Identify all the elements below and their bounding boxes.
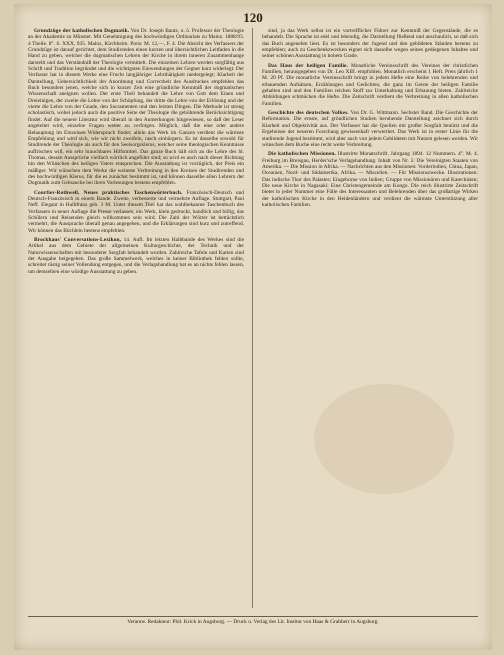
article-heading: Brockhaus' Conversations-Lexikon, xyxy=(34,237,122,243)
column-divider xyxy=(252,28,253,608)
article-body: sind, ja das Werk selbst ist ein vortrefflicher Führer zur Kenntniß der Gegenstände, die es behandelt. Die Sprache ist edel und lebendig, die Darstellung fließend und anschaulich, so daß sich das Buch angenehm liest. Es ist besonders der Jugend und den gebildeten Ständen bestens zu empfehlen; auch zu Geschenkzwecken eignet sich dasselbe wegen seines gediegenen Inhaltes und seiner schönen Ausstattung in hohem Grade. xyxy=(262,28,478,60)
article-body: Von Dr. G. Wittmann. Sechster Band. Die Geschichte der Reformation. Die ernste, auf gründlichen Studien beruhende Darstellung zeichnet sich durch Klarheit und Objektivität aus. Der Verfasser hat die Quellen mit großer Sorgfalt benützt und die Ergebnisse der neueren Forschung gewissenhaft verwerthet. Das Werk ist in erster Linie für die studirende Jugend bestimmt, wird aber auch von jedem Gebildeten mit Nutzen gelesen werden. Wir wünschen dem Buche eine recht weite Verbreitung. xyxy=(262,110,478,148)
newspaper-page xyxy=(14,4,492,650)
article-body: Monatliche Vereinsschrift des Vereines der christlichen Familien, herausgegeben von Dr. Leo XIII. empfohlen. Monatlich erscheint 1 Heft. Preis jährlich 1 M. 20 Pf. Die monatliche Vereinsschrift bringt in jedem Hefte eine Reihe von belehrenden und erbauenden Aufsätzen, Erzählungen und Gedichten, die ganz im Geiste der heiligen Familie gehalten sind und den Familien reichen Stoff zur Unterhaltung und Erbauung bieten. Zahlreiche Abbildungen schmücken die Hefte. Die Zeitschrift verdient die Verbreitung in allen katholischen Familien. xyxy=(262,62,478,107)
article-heading: Grundzüge der katholischen Dogmatik. xyxy=(34,28,130,34)
left-column xyxy=(28,28,244,606)
page-number: 120 xyxy=(243,10,263,25)
article-entry xyxy=(262,28,478,60)
article-body: 14. Aufl. Im letzten Halbbande des Werkes sind die Artikel aus dem Gebiete der allgemeinen Kulturgeschichte, der Technik und der Naturwissenschaften mit besonderer Sorgfalt behandelt worden. Zahlreiche Tafeln und Karten sind der Ausgabe beigegeben. Das große Sammelwerk, welches in keiner Bibliothek fehlen sollte, schreitet rüstig seiner Vollendung entgegen, und die Verlagshandlung hat es an nichts fehlen lassen, um demselben eine würdige Ausstattung zu geben. xyxy=(28,237,244,275)
article-body: Illustrirte Monatschrift. Jahrgang 1894. 12 Nummern. 4°. M. 4. Freiburg im Breisgau, Herder'sche Verlagshandlung. Inhalt von Nr. 5: Die Vereinigten Staaten von Amerika. — Die Mission in Afrika. — Nachrichten aus den Missionen: Vorderindien, China, Japan, Oceanien, Nord- und Südamerika, Afrika. — Miscellen. — Für Missionszwecke. Illustrationen: Das indische Thor des Palastes; Eingeborne von Indien; Gruppe von Missionären und Katechisten; Die neue Kirche in Nagasaki; Eine Christengemeinde am Kongo. Die reich illustrirte Zeitschrift bietet in jeder Nummer eine Fülle des Interessanten und Belehrenden über das großartige Wirken der katholischen Kirche in den Heidenländern und verdient die wärmste Unterstützung aller katholischen Familien. xyxy=(262,151,478,208)
article-heading: Das Haus der heiligen Familie. xyxy=(268,62,348,69)
article-entry xyxy=(28,28,244,187)
article-body: Französisch-Deutsch und Deutsch-Französisch in einem Bande. Zweite, verbesserte und vermehrte Auflage. Stuttgart, Paul Neff. Elegant in Halbfranz geb. 3 M. Unter diesem Titel hat das wohlbekannte Taschenbuch des Verfassers in neuer Auflage die Presse verlassen, ein Werk, klein gedruckt, handlich und billig, das Schülern und Reisenden gleich willkommen sein wird. Die Zahl der Wörter ist beträchtlich vermehrt, die Aussprache überall genau angegeben, und die Erklärungen sind kurz und zutreffend. Wir können das Büchlein bestens empfehlen. xyxy=(28,189,244,234)
article-entry xyxy=(28,237,244,275)
article-entry xyxy=(262,63,478,107)
right-column xyxy=(262,28,478,606)
article-heading: Geschichte des deutschen Volkes. xyxy=(268,110,349,117)
article-entry xyxy=(262,110,478,148)
imprint-footer: Verantw. Redakteur: Phil. Krick in Augsburg. — Druck u. Verlag des Lit. Institut von Haas & Grabherr in Augsburg. xyxy=(28,616,478,626)
article-entry xyxy=(262,151,478,208)
article-entry xyxy=(28,190,244,234)
article-body: Von Dr. Joseph Bautz, o. ö. Professor der Theologie an der Akademie zu Münster. Mit Genehmigung des hochwürdigen Ordinariats zu Mainz. 1888/93. 4 Theile. 8°. S. XXX, 935. Mainz, Kirchheim. Preis: M. 12,—, F. 4. Die Absicht des Verfassers der Grundzüge ist darauf gerichtet, dem Studirenden einen kurzen und übersichtlichen Leitfaden in die Hand zu geben, welcher die dogmatischen Lehren der Kirche in ihrem inneren Zusammenhange darstellt und das Verständniß der Theologie vermittelt. Die einzelnen Lehren werden sorgfältig aus Schrift und Tradition begründet und die wichtigsten Einwendungen der Gegner kurz widerlegt. Der Verfasser hat in diesem Werke eine Frucht langjähriger Lehrthätigkeit niedergelegt; Klarheit der Darstellung, Uebersichtlichkeit der Anordnung und Correctheit des Ausdruckes empfehlen das Buch besonders jenen, welche sich in kurzer Zeit eine gründliche Kenntniß der dogmatischen Wissenschaft aneignen wollen. Der erste Theil behandelt die Lehre von Gott dem Einen und Dreieinigen, der zweite die Lehre von der Schöpfung, der dritte die Lehre von der Erlösung und der vierte die Lehre von der Gnade, den Sacramenten und den letzten Dingen. Die Methode ist streng scholastisch, wobei jedoch auch die positive Seite der Theologie die gebührende Berücksichtigung findet. Auf die neuere Literatur wird überall in den Anmerkungen hingewiesen, so daß der Leser angeleitet wird, einzelne Fragen weiter zu verfolgen. Möglich, daß die eine oder andere Behauptung im Einzelnen Widerspruch findet; allein das Werk im Ganzen verdient die wärmste Empfehlung und wird sich, wie wir nicht zweifeln, rasch einbürgern. Es ist dasselbe sowohl für Studirende der Theologie als auch für den Seelsorgsklerus, welcher seine theologischen Kenntnisse auffrischen will, ein sehr brauchbares Hilfsmittel. Das ganze Buch hält sich an die Lehre des hl. Thomas, dessen Aussprüche vielfach wörtlich angeführt sind; so wird es auch nach dieser Richtung hin den Wünschen des heiligen Vaters entsprechen. Die Ausstattung ist vorzüglich, der Preis ein mäßiger. Wir wünschen dem Werke die weiteste Verbreitung in den Kreisen der Studirenden und des hochwürdigen Klerus, für die es zunächst bestimmt ist, und können dasselbe allen Lehrern der Dogmatik zum Gebrauche bei ihren Vorlesungen bestens empfehlen. xyxy=(28,28,244,187)
article-heading: Courfier-Rothwell, Neues praktisches Taschenwörterbuch. xyxy=(34,189,183,196)
article-heading: Die katholischen Missionen. xyxy=(268,151,336,158)
